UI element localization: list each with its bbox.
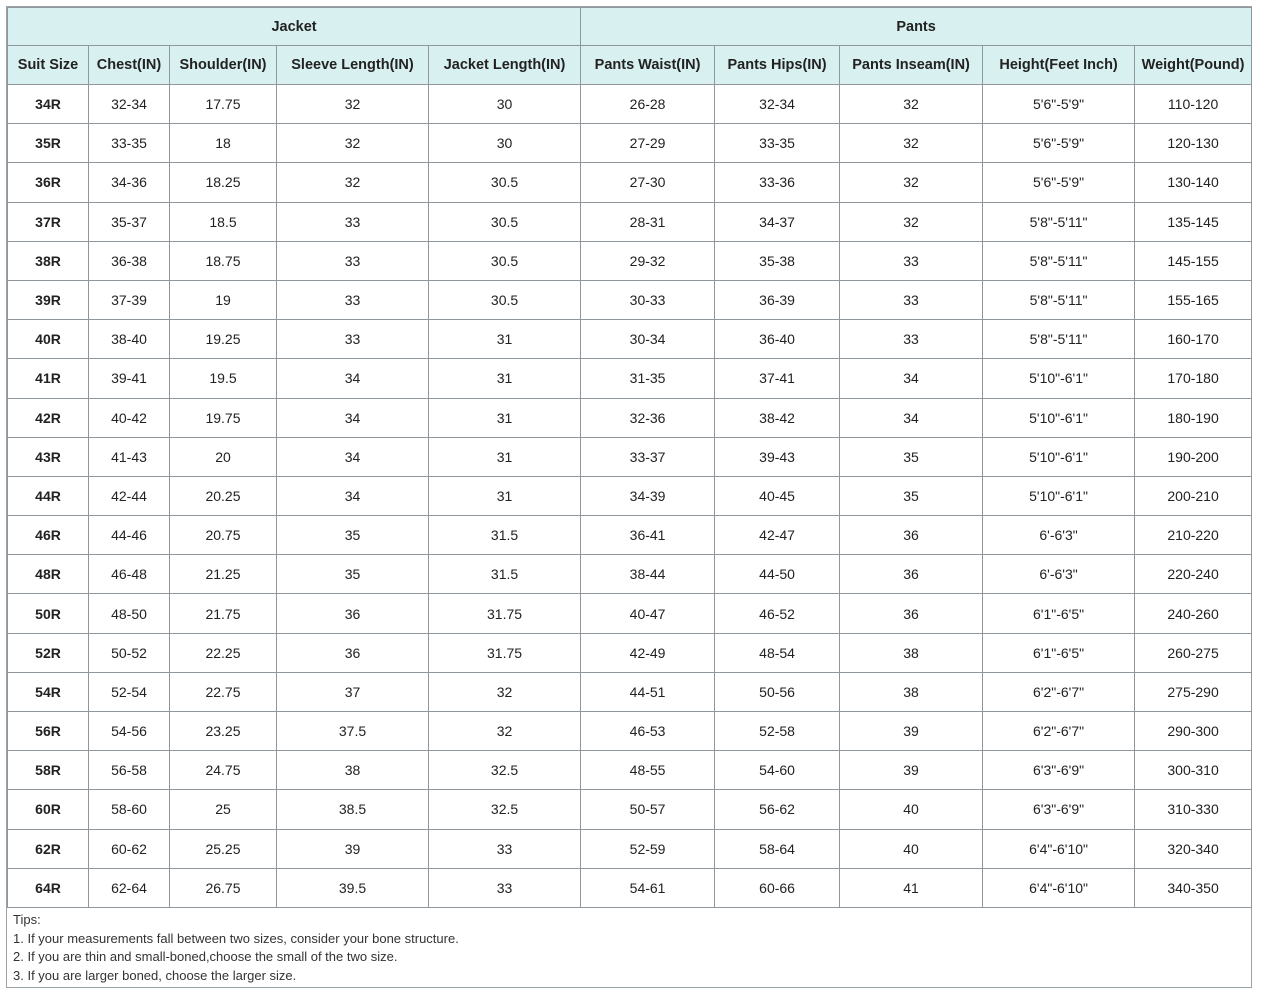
table-cell: 56-58 — [89, 751, 170, 790]
table-cell: 22.25 — [170, 633, 277, 672]
table-cell: 44-51 — [581, 672, 715, 711]
table-cell: 170-180 — [1135, 359, 1252, 398]
table-cell: 26-28 — [581, 85, 715, 124]
suit-size-cell: 58R — [8, 751, 89, 790]
table-cell: 31-35 — [581, 359, 715, 398]
column-header: Jacket Length(IN) — [429, 46, 581, 85]
table-cell: 36 — [277, 594, 429, 633]
column-header: Shoulder(IN) — [170, 46, 277, 85]
table-row — [8, 359, 1252, 398]
table-row — [8, 85, 1252, 124]
table-cell: 62-64 — [89, 868, 170, 907]
table-cell: 34 — [277, 398, 429, 437]
table-cell: 25 — [170, 790, 277, 829]
table-cell: 27-29 — [581, 124, 715, 163]
table-cell: 5'8"-5'11" — [983, 202, 1135, 241]
table-cell: 36 — [840, 516, 983, 555]
table-cell: 40 — [840, 829, 983, 868]
table-cell: 46-48 — [89, 555, 170, 594]
table-cell: 34 — [277, 437, 429, 476]
table-cell: 36-41 — [581, 516, 715, 555]
table-cell: 200-210 — [1135, 476, 1252, 515]
table-cell: 37.5 — [277, 712, 429, 751]
table-row — [8, 555, 1252, 594]
table-row — [8, 712, 1252, 751]
table-cell: 32 — [840, 163, 983, 202]
table-cell: 6'-6'3" — [983, 555, 1135, 594]
table-cell: 38-40 — [89, 320, 170, 359]
column-header: Pants Hips(IN) — [715, 46, 840, 85]
suit-size-cell: 50R — [8, 594, 89, 633]
table-row — [8, 202, 1252, 241]
table-cell: 42-47 — [715, 516, 840, 555]
table-cell: 54-60 — [715, 751, 840, 790]
table-cell: 30.5 — [429, 241, 581, 280]
table-cell: 5'6"-5'9" — [983, 124, 1135, 163]
table-cell: 30-33 — [581, 280, 715, 319]
table-cell: 30.5 — [429, 280, 581, 319]
table-cell: 30-34 — [581, 320, 715, 359]
table-cell: 50-57 — [581, 790, 715, 829]
suit-size-cell: 41R — [8, 359, 89, 398]
table-cell: 34 — [840, 398, 983, 437]
table-cell: 26.75 — [170, 868, 277, 907]
table-cell: 30.5 — [429, 163, 581, 202]
table-cell: 23.25 — [170, 712, 277, 751]
table-cell: 31.75 — [429, 594, 581, 633]
table-cell: 32 — [840, 85, 983, 124]
tip-item: 2. If you are thin and small-boned,choose the small of the two size. — [13, 949, 398, 964]
tips-heading: Tips: — [13, 912, 41, 927]
table-row — [8, 476, 1252, 515]
table-cell: 31.5 — [429, 516, 581, 555]
table-cell: 32 — [277, 163, 429, 202]
table-cell: 20.25 — [170, 476, 277, 515]
table-cell: 155-165 — [1135, 280, 1252, 319]
table-cell: 38-42 — [715, 398, 840, 437]
table-cell: 19 — [170, 280, 277, 319]
table-cell: 60-62 — [89, 829, 170, 868]
table-cell: 340-350 — [1135, 868, 1252, 907]
suit-size-cell: 36R — [8, 163, 89, 202]
table-cell: 44-46 — [89, 516, 170, 555]
table-cell: 30 — [429, 85, 581, 124]
pants-group-header: Pants — [581, 8, 1252, 46]
table-cell: 58-64 — [715, 829, 840, 868]
table-cell: 29-32 — [581, 241, 715, 280]
size-table-body — [8, 85, 1252, 908]
size-chart-table — [7, 7, 1252, 908]
table-row — [8, 437, 1252, 476]
table-cell: 36-40 — [715, 320, 840, 359]
table-cell: 32 — [277, 85, 429, 124]
table-cell: 36 — [277, 633, 429, 672]
table-cell: 31 — [429, 359, 581, 398]
table-cell: 32 — [840, 202, 983, 241]
table-cell: 35 — [840, 476, 983, 515]
table-cell: 32 — [840, 124, 983, 163]
table-cell: 32.5 — [429, 751, 581, 790]
table-cell: 135-145 — [1135, 202, 1252, 241]
table-cell: 6'2"-6'7" — [983, 672, 1135, 711]
suit-size-cell: 40R — [8, 320, 89, 359]
table-cell: 320-340 — [1135, 829, 1252, 868]
table-cell: 5'10"-6'1" — [983, 398, 1135, 437]
table-cell: 290-300 — [1135, 712, 1252, 751]
table-cell: 33 — [429, 829, 581, 868]
suit-size-cell: 43R — [8, 437, 89, 476]
table-cell: 5'6"-5'9" — [983, 85, 1135, 124]
table-cell: 33 — [840, 320, 983, 359]
table-cell: 39 — [840, 712, 983, 751]
table-cell: 33-36 — [715, 163, 840, 202]
table-cell: 17.75 — [170, 85, 277, 124]
column-header: Height(Feet Inch) — [983, 46, 1135, 85]
table-row — [8, 790, 1252, 829]
table-cell: 110-120 — [1135, 85, 1252, 124]
suit-size-cell: 37R — [8, 202, 89, 241]
suit-size-cell: 60R — [8, 790, 89, 829]
table-cell: 120-130 — [1135, 124, 1252, 163]
table-cell: 6'3"-6'9" — [983, 751, 1135, 790]
table-cell: 31 — [429, 437, 581, 476]
table-cell: 6'1"-6'5" — [983, 633, 1135, 672]
table-cell: 32 — [429, 672, 581, 711]
table-cell: 28-31 — [581, 202, 715, 241]
table-cell: 37 — [277, 672, 429, 711]
jacket-group-header: Jacket — [8, 8, 581, 46]
table-cell: 24.75 — [170, 751, 277, 790]
table-cell: 35-38 — [715, 241, 840, 280]
table-cell: 40-47 — [581, 594, 715, 633]
tip-item: 3. If you are larger boned, choose the larger size. — [13, 967, 297, 983]
table-cell: 5'8"-5'11" — [983, 320, 1135, 359]
table-cell: 20 — [170, 437, 277, 476]
table-cell: 33 — [277, 280, 429, 319]
suit-size-cell: 44R — [8, 476, 89, 515]
table-row — [8, 594, 1252, 633]
table-cell: 21.25 — [170, 555, 277, 594]
table-cell: 5'6"-5'9" — [983, 163, 1135, 202]
table-cell: 35 — [277, 516, 429, 555]
table-cell: 20.75 — [170, 516, 277, 555]
table-cell: 32-36 — [581, 398, 715, 437]
table-cell: 38 — [840, 672, 983, 711]
table-cell: 180-190 — [1135, 398, 1252, 437]
table-cell: 39-43 — [715, 437, 840, 476]
table-cell: 58-60 — [89, 790, 170, 829]
table-cell: 33 — [277, 241, 429, 280]
table-cell: 160-170 — [1135, 320, 1252, 359]
table-cell: 48-54 — [715, 633, 840, 672]
suit-size-cell: 42R — [8, 398, 89, 437]
table-cell: 52-58 — [715, 712, 840, 751]
table-cell: 30.5 — [429, 202, 581, 241]
table-cell: 6'3"-6'9" — [983, 790, 1135, 829]
table-cell: 33-35 — [715, 124, 840, 163]
table-cell: 36 — [840, 594, 983, 633]
table-cell: 35 — [840, 437, 983, 476]
table-cell: 54-61 — [581, 868, 715, 907]
table-cell: 48-55 — [581, 751, 715, 790]
table-cell: 52-54 — [89, 672, 170, 711]
suit-size-cell: 34R — [8, 85, 89, 124]
table-row — [8, 633, 1252, 672]
table-cell: 38 — [840, 633, 983, 672]
column-header-row — [8, 46, 1252, 85]
table-cell: 310-330 — [1135, 790, 1252, 829]
table-cell: 38-44 — [581, 555, 715, 594]
column-header: Sleeve Length(IN) — [277, 46, 429, 85]
suit-size-cell: 38R — [8, 241, 89, 280]
column-header: Pants Waist(IN) — [581, 46, 715, 85]
table-cell: 18.25 — [170, 163, 277, 202]
suit-size-cell: 56R — [8, 712, 89, 751]
suit-size-cell: 64R — [8, 868, 89, 907]
table-cell: 48-50 — [89, 594, 170, 633]
table-cell: 5'10"-6'1" — [983, 437, 1135, 476]
column-header: Chest(IN) — [89, 46, 170, 85]
suit-size-cell: 35R — [8, 124, 89, 163]
table-row — [8, 163, 1252, 202]
table-cell: 18.75 — [170, 241, 277, 280]
table-cell: 34 — [277, 476, 429, 515]
table-cell: 18 — [170, 124, 277, 163]
table-cell: 31 — [429, 320, 581, 359]
table-cell: 42-49 — [581, 633, 715, 672]
table-cell: 31.75 — [429, 633, 581, 672]
table-row — [8, 672, 1252, 711]
table-cell: 19.5 — [170, 359, 277, 398]
table-row — [8, 868, 1252, 907]
table-cell: 50-52 — [89, 633, 170, 672]
table-cell: 5'8"-5'11" — [983, 241, 1135, 280]
column-header: Pants Inseam(IN) — [840, 46, 983, 85]
table-cell: 34-39 — [581, 476, 715, 515]
suit-size-cell: 46R — [8, 516, 89, 555]
table-cell: 240-260 — [1135, 594, 1252, 633]
table-cell: 42-44 — [89, 476, 170, 515]
table-cell: 40-45 — [715, 476, 840, 515]
table-cell: 33 — [840, 241, 983, 280]
table-row — [8, 829, 1252, 868]
table-row — [8, 751, 1252, 790]
table-cell: 37-39 — [89, 280, 170, 319]
suit-size-cell: 52R — [8, 633, 89, 672]
table-cell: 30 — [429, 124, 581, 163]
table-cell: 35 — [277, 555, 429, 594]
table-cell: 32-34 — [89, 85, 170, 124]
table-cell: 36 — [840, 555, 983, 594]
column-header: Suit Size — [8, 46, 89, 85]
table-cell: 36-38 — [89, 241, 170, 280]
table-cell: 38 — [277, 751, 429, 790]
table-cell: 6'2"-6'7" — [983, 712, 1135, 751]
table-cell: 32-34 — [715, 85, 840, 124]
table-cell: 40-42 — [89, 398, 170, 437]
tip-item: 1. If your measurements fall between two sizes, consider your bone structure. — [13, 930, 459, 946]
table-cell: 6'1"-6'5" — [983, 594, 1135, 633]
table-cell: 19.75 — [170, 398, 277, 437]
table-cell: 39.5 — [277, 868, 429, 907]
table-cell: 31 — [429, 476, 581, 515]
table-row — [8, 280, 1252, 319]
table-cell: 31.5 — [429, 555, 581, 594]
table-cell: 33-37 — [581, 437, 715, 476]
table-cell: 220-240 — [1135, 555, 1252, 594]
table-row — [8, 124, 1252, 163]
table-row — [8, 320, 1252, 359]
table-cell: 60-66 — [715, 868, 840, 907]
table-cell: 32 — [429, 712, 581, 751]
table-cell: 27-30 — [581, 163, 715, 202]
table-row — [8, 516, 1252, 555]
table-cell: 6'4"-6'10" — [983, 829, 1135, 868]
table-cell: 41 — [840, 868, 983, 907]
suit-size-cell: 62R — [8, 829, 89, 868]
table-row — [8, 398, 1252, 437]
table-cell: 300-310 — [1135, 751, 1252, 790]
table-row — [8, 241, 1252, 280]
table-cell: 39 — [840, 751, 983, 790]
table-cell: 6'4"-6'10" — [983, 868, 1135, 907]
table-cell: 54-56 — [89, 712, 170, 751]
table-cell: 145-155 — [1135, 241, 1252, 280]
table-cell: 21.75 — [170, 594, 277, 633]
table-cell: 35-37 — [89, 202, 170, 241]
column-header: Weight(Pound) — [1135, 46, 1252, 85]
table-cell: 41-43 — [89, 437, 170, 476]
group-header-row — [8, 8, 1252, 46]
table-cell: 33 — [277, 202, 429, 241]
table-cell: 32 — [277, 124, 429, 163]
table-cell: 5'10"-6'1" — [983, 359, 1135, 398]
table-cell: 22.75 — [170, 672, 277, 711]
table-cell: 34-37 — [715, 202, 840, 241]
table-cell: 130-140 — [1135, 163, 1252, 202]
suit-size-cell: 48R — [8, 555, 89, 594]
table-cell: 33 — [277, 320, 429, 359]
table-cell: 25.25 — [170, 829, 277, 868]
table-cell: 275-290 — [1135, 672, 1252, 711]
table-cell: 210-220 — [1135, 516, 1252, 555]
table-cell: 33 — [429, 868, 581, 907]
table-cell: 40 — [840, 790, 983, 829]
table-cell: 34 — [277, 359, 429, 398]
table-cell: 33 — [840, 280, 983, 319]
table-cell: 190-200 — [1135, 437, 1252, 476]
table-cell: 19.25 — [170, 320, 277, 359]
table-cell: 5'8"-5'11" — [983, 280, 1135, 319]
table-cell: 6'-6'3" — [983, 516, 1135, 555]
suit-size-cell: 54R — [8, 672, 89, 711]
table-cell: 56-62 — [715, 790, 840, 829]
table-cell: 34-36 — [89, 163, 170, 202]
table-cell: 5'10"-6'1" — [983, 476, 1135, 515]
table-cell: 39 — [277, 829, 429, 868]
table-cell: 50-56 — [715, 672, 840, 711]
table-cell: 38.5 — [277, 790, 429, 829]
size-chart — [6, 6, 1252, 988]
table-cell: 36-39 — [715, 280, 840, 319]
table-cell: 46-53 — [581, 712, 715, 751]
table-cell: 31 — [429, 398, 581, 437]
table-cell: 260-275 — [1135, 633, 1252, 672]
table-cell: 33-35 — [89, 124, 170, 163]
tips-section — [13, 911, 1247, 985]
table-cell: 34 — [840, 359, 983, 398]
table-cell: 37-41 — [715, 359, 840, 398]
table-cell: 52-59 — [581, 829, 715, 868]
table-cell: 46-52 — [715, 594, 840, 633]
suit-size-cell: 39R — [8, 280, 89, 319]
table-cell: 32.5 — [429, 790, 581, 829]
table-cell: 44-50 — [715, 555, 840, 594]
table-cell: 18.5 — [170, 202, 277, 241]
table-cell: 39-41 — [89, 359, 170, 398]
